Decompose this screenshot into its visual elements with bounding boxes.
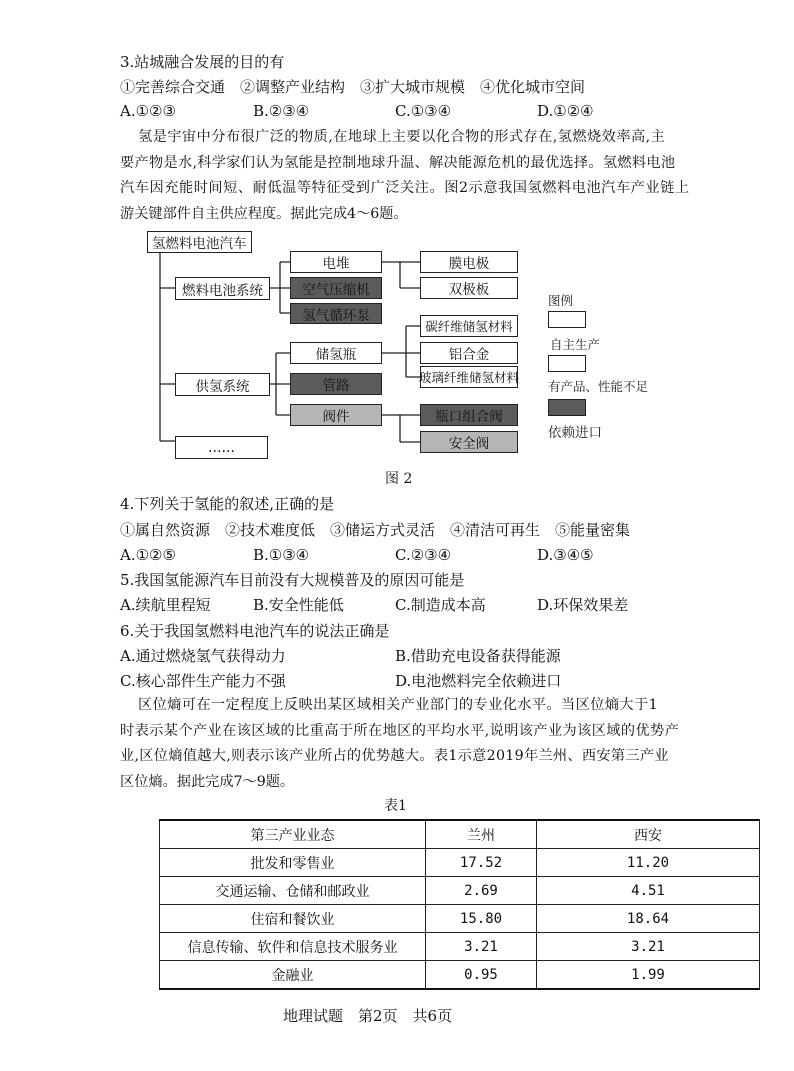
node-air-compressor: 空气压缩机 (290, 277, 382, 299)
table-cell-lanzhou: 3.21 (426, 933, 537, 961)
intro1-line-1: 氢是宇宙中分布很广泛的物质,在地球上主要以化合物的形式存在,氢燃烧效率高,主 (138, 129, 666, 145)
intro1-line-4: 游关键部件自主供应程度。据此完成4～6题。 (120, 205, 408, 222)
legend-label-insufficient-performance: 有产品、性能不足 (548, 379, 649, 394)
q3-option-a: A.①②③ (120, 102, 176, 120)
node-carbon-fiber-storage-material: 碳纤维储氢材料 (420, 315, 518, 337)
q4-option-d: D.③④⑤ (537, 546, 594, 564)
table-1 (159, 819, 760, 990)
table-cell-lanzhou: 17.52 (426, 849, 537, 877)
table-cell-xian: 11.20 (537, 849, 760, 877)
table-row (160, 877, 760, 905)
q5-option-a: A.续航里程短 (120, 596, 211, 614)
table-header-lanzhou: 兰州 (426, 820, 537, 849)
q6-option-b: B.借助充电设备获得能源 (395, 647, 561, 665)
legend-title: 图例 (548, 293, 574, 308)
q4-items: ①属自然资源 ②技术难度低 ③储运方式灵活 ④清洁可再生 ⑤能量密集 (120, 521, 631, 539)
node-bottle-valve-assembly: 瓶口组合阀 (420, 404, 518, 426)
table-cell-industry: 交通运输、仓储和邮政业 (160, 877, 426, 905)
table-1-title: 表1 (384, 798, 407, 814)
intro2-line-3: 业,区位熵值越大,则表示该产业所占的优势越大。表1示意2019年兰州、西安第三产业 (120, 748, 669, 764)
page-footer: 地理试题 第2页 共6页 (283, 1007, 453, 1025)
table-header-industry: 第三产业业态 (160, 820, 426, 849)
legend-swatch-import-dependent (548, 399, 586, 416)
q3-stem: 3.站城融合发展的目的有 (120, 53, 285, 71)
q5-option-d: D.环保效果差 (537, 596, 629, 614)
node-fuel-cell-system: 燃料电池系统 (175, 277, 270, 300)
table-cell-xian: 1.99 (537, 961, 760, 990)
q5-option-b: B.安全性能低 (253, 596, 344, 614)
q6-option-a: A.通过燃烧氢气获得动力 (120, 647, 286, 665)
table-cell-lanzhou: 15.80 (426, 905, 537, 933)
node-others: …… (175, 436, 268, 459)
intro2-line-2: 时表示某个产业在该区域的比重高于所在地区的平均水平,说明该产业为该区域的优势产 (120, 722, 680, 739)
table-cell-lanzhou: 0.95 (426, 961, 537, 990)
table-header-xian: 西安 (537, 820, 760, 849)
table-row (160, 849, 760, 877)
q3-option-c: C.①③④ (395, 102, 452, 120)
legend-label-self-produced: 自主生产 (550, 337, 601, 352)
q5-stem: 5.我国氢能源汽车目前没有大规模普及的原因可能是 (120, 571, 465, 589)
q4-option-a: A.①②⑤ (120, 546, 176, 564)
table-cell-industry: 住宿和餐饮业 (160, 905, 426, 933)
intro2-line-4: 区位熵。据此完成7～9题。 (120, 773, 295, 790)
figure-2-caption: 图 2 (385, 471, 413, 487)
q3-option-d: D.①②④ (537, 102, 594, 120)
table-row (160, 961, 760, 990)
q6-stem: 6.关于我国氢燃料电池汽车的说法正确是 (120, 622, 390, 640)
node-glass-fiber-storage-material: 玻璃纤维储氢材料 (420, 366, 518, 388)
table-row (160, 933, 760, 961)
q5-option-c: C.制造成本高 (395, 596, 486, 614)
table-cell-xian: 3.21 (537, 933, 760, 961)
legend-label-import-dependent: 依赖进口 (548, 425, 602, 441)
q4-option-c: C.②③④ (395, 546, 452, 564)
q3-option-b: B.②③④ (253, 102, 310, 120)
q4-stem: 4.下列关于氢能的叙述,正确的是 (120, 495, 335, 513)
q4-option-b: B.①③④ (253, 546, 310, 564)
node-hydrogen-circulation-pump: 氢气循环泵 (290, 303, 382, 324)
legend-swatch-self-produced (548, 311, 586, 328)
table-row (160, 905, 760, 933)
node-pipeline: 管路 (290, 373, 382, 395)
intro2-line-1: 区位熵可在一定程度上反映出某区域相关产业部门的专业化水平。当区位熵大于1 (138, 697, 658, 713)
node-stack: 电堆 (290, 251, 382, 273)
q3-items: ①完善综合交通 ②调整产业结构 ③扩大城市规模 ④优化城市空间 (120, 78, 586, 96)
intro-paragraph-location-quotient (120, 693, 780, 795)
legend-swatch-insufficient-performance (548, 355, 586, 372)
table-header-row (160, 820, 760, 849)
table-cell-industry: 金融业 (160, 961, 426, 990)
node-hydrogen-supply-system: 供氢系统 (175, 373, 270, 396)
node-valve: 阀件 (290, 404, 382, 426)
table-cell-xian: 4.51 (537, 877, 760, 905)
node-safety-valve: 安全阀 (420, 431, 518, 453)
node-membrane-electrode: 膜电极 (420, 251, 518, 273)
intro1-line-2: 要产物是水,科学家们认为氢能是控制地球升温、解决能源危机的最优选择。氢燃料电池 (120, 154, 676, 171)
node-hydrogen-fuel-cell-vehicle: 氢燃料电池汽车 (147, 231, 252, 253)
node-aluminum-alloy: 铝合金 (420, 342, 518, 364)
q6-option-c: C.核心部件生产能力不强 (120, 672, 286, 690)
table-cell-lanzhou: 2.69 (426, 877, 537, 905)
table-cell-industry: 信息传输、软件和信息技术服务业 (160, 933, 426, 961)
node-hydrogen-storage-bottle: 储氢瓶 (290, 342, 382, 364)
q6-option-d: D.电池燃料完全依赖进口 (395, 672, 562, 690)
intro1-line-3: 汽车因充能时间短、耐低温等特征受到广泛关注。图2示意我国氢燃料电池汽车产业链上 (120, 180, 690, 196)
table-cell-xian: 18.64 (537, 905, 760, 933)
table-cell-industry: 批发和零售业 (160, 849, 426, 877)
node-bipolar-plate: 双极板 (420, 277, 518, 299)
